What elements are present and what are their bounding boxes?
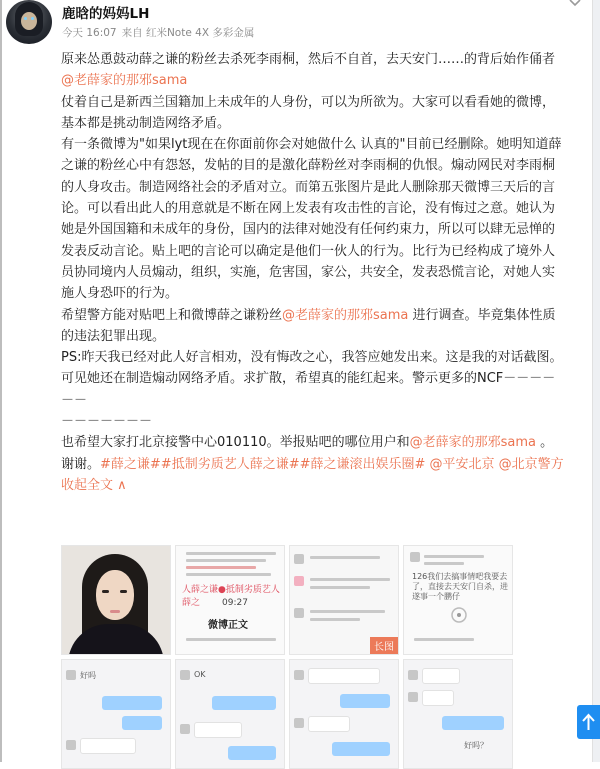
p7-after: 。 <box>536 435 554 451</box>
post-paragraph-6: －－－－－－－ <box>61 414 153 430</box>
chevron-down-icon[interactable] <box>568 0 582 8</box>
avatar-face <box>21 12 37 30</box>
spinner-icon <box>450 606 468 624</box>
collapse-text-button[interactable]: 收起全文 ∧ <box>61 477 127 493</box>
screenshot-caption: 人薛之谦●抵制劣质艺人薛之 <box>182 585 280 608</box>
post-meta <box>62 25 254 40</box>
screenshot-time: 09:27 <box>222 598 248 608</box>
photo-thumbnail[interactable] <box>403 659 513 769</box>
post-paragraph-4 <box>61 305 564 348</box>
mention-link[interactable]: @老薛家的那邪sama <box>409 435 537 451</box>
screenshot-caption: 好吗？ <box>464 741 488 750</box>
screenshot-header: 微博正文 <box>208 620 248 631</box>
hashtag-links[interactable]: #薛之谦##抵制劣质艺人薛之谦##薛之谦滚出娱乐圈# <box>100 456 426 472</box>
post-paragraph-7 <box>61 432 564 453</box>
avatar-eyes <box>24 17 27 20</box>
mention-link[interactable]: @老薛家的那邪sama <box>282 307 409 323</box>
mention-link[interactable]: @北京警方 <box>498 456 564 472</box>
photo-thumbnail[interactable] <box>403 545 513 655</box>
screenshot-caption: 好吗 <box>80 671 96 680</box>
photo-thumbnail[interactable] <box>289 659 399 769</box>
p1-text: 原来怂恿鼓动薛之谦的粉丝去杀死李雨桐，然后不自首，去天安门……的背后始作俑者 <box>61 52 556 67</box>
post-time: 今天 16:07 <box>62 27 117 39</box>
p4-before: 希望警方能对贴吧上和微博薛之谦粉丝 <box>61 307 283 323</box>
post-paragraph-5: PS:昨天我已经对此人好言相劝，没有悔改之心，我答应她发出来。这是我的对话截图。可见她还在制造煽动网络矛盾。求扩散，希望真的能红起来。警示更多的NCF－－－－－－ <box>61 350 563 408</box>
post-paragraph-3: 有一条微博为"如果lyt现在在你面前你会对她做什么 认真的"目前已经删除。她明知道薛之谦的粉丝心中有怨怒，发帖的目的是激化薛粉丝对李雨桐的仇恨。煽动网民对李雨桐的人身攻击。制造网络社会的矛盾对立。而第五张图片是此人删除那天微博三天后的言论。可以看出此人的用意就是不断在网上发表有攻击性的言论，没有悔过之意。她认为她是外国国籍和未成年的身份，国内的法律对她没有任何约束力，所以可以肆无忌惮的发表反动言论。贴上吧的言论可以确定是他们一伙人的行为。比行为已经构成了境外人员协同境内人员煽动，组织，实施，危害国，家公，共安全，发表恐慌言论，对她人实施人身恐吓的行为。 <box>61 137 562 302</box>
post-paragraph-8 <box>61 454 564 497</box>
arrow-up-icon <box>581 713 596 731</box>
p4-after: 进行调查。毕竟集体性质的违法犯罪出现。 <box>61 307 556 344</box>
post-paragraph-1 <box>61 49 564 92</box>
photo-thumbnail[interactable] <box>175 659 285 769</box>
right-scroll-gutter[interactable] <box>592 0 600 762</box>
post-paragraph-2: 仗着自己是新西兰国籍加上未成年的人身份，可以为所欲为。大家可以看看她的微博，基本都是挑动制造网络矛盾。 <box>61 94 556 131</box>
mention-link[interactable]: @平安北京 <box>429 456 495 472</box>
p7-before: 也希望大家打北京接警中心010110。举报贴吧的哪位用户和 <box>61 435 410 451</box>
photo-thumbnail[interactable] <box>61 545 171 655</box>
photo-thumbnail[interactable] <box>175 545 285 655</box>
avatar[interactable] <box>6 0 52 44</box>
photo-thumbnail[interactable] <box>289 545 399 655</box>
post-source[interactable]: 来自 红米Note 4X 多彩金属 <box>121 27 255 39</box>
author-name[interactable]: 鹿晗的妈妈LH <box>62 6 150 22</box>
photo-grid <box>61 545 571 765</box>
screenshot-caption: 126我们去搞事情吧我要去了，直接去天安门自杀，进遂事一个鹏仔 <box>412 572 508 601</box>
left-frame-edge <box>0 0 2 762</box>
back-to-top-button[interactable] <box>577 705 600 739</box>
mention-link[interactable]: @老薛家的那邪sama <box>61 73 188 89</box>
p8-thanks: 谢谢。 <box>61 456 101 472</box>
photo-thumbnail[interactable] <box>61 659 171 769</box>
screenshot-caption: OK <box>194 670 206 679</box>
post-body <box>61 49 564 496</box>
long-image-badge: 长图 <box>370 637 398 654</box>
